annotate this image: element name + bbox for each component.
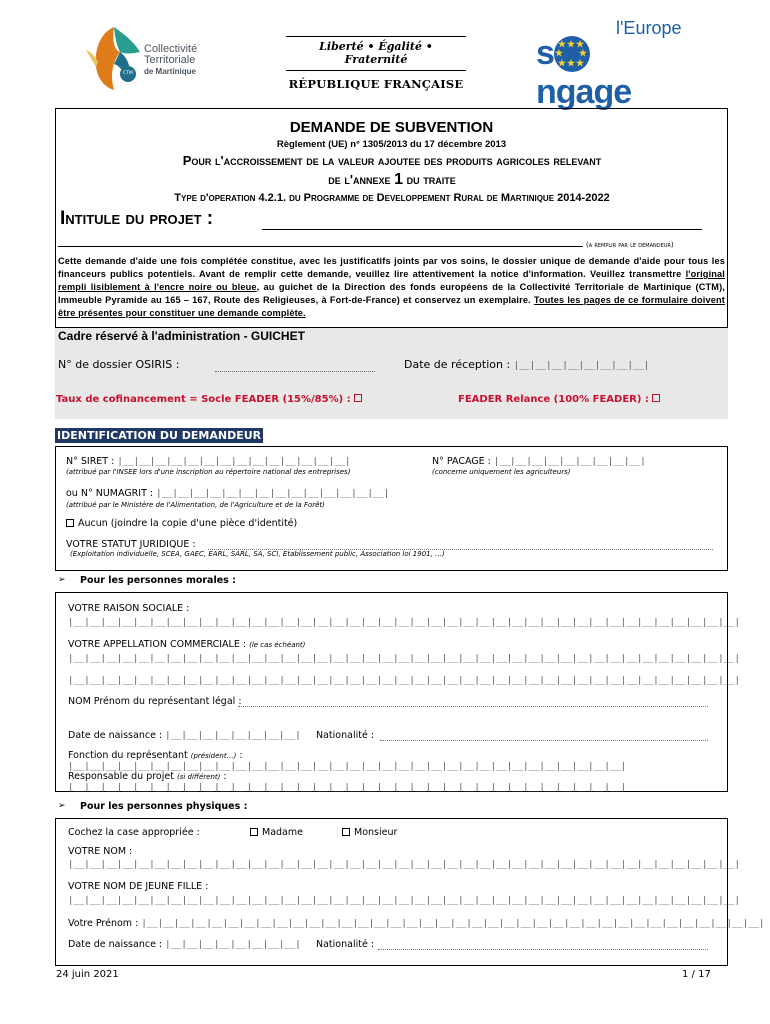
footer-date: 24 juin 2021	[56, 969, 119, 980]
physiques-heading: Pour les personnes physiques :	[80, 801, 248, 812]
naissance-morale-input[interactable]: |__|__|__|__|__|__|__|__|	[165, 731, 301, 741]
intitule-label: Intitule du projet :	[60, 208, 214, 229]
nationalite-physique-input[interactable]	[378, 949, 708, 950]
taux-cofinancement: Taux de cofinancement = Socle FEADER (15%/85%) :	[56, 394, 362, 405]
prenom-field: Votre Prénom : |__|__|__|__|__|__|__|__|__|__|__|__|__|__|__|__|__|__|__|__|__|__|__|__|__|__|__|__|__|__|__|__|__|__|__|__|__|__|	[68, 918, 765, 929]
arrow-bullet-icon-2: ➢	[58, 801, 66, 811]
responsable-input[interactable]: |__|__|__|__|__|__|__|__|__|__|__|__|__|__|__|__|__|__|__|__|__|__|__|__|__|__|__|__|__|__|__|__|__|__|	[68, 783, 627, 793]
siret-input[interactable]: |__|__|__|__|__|__|__|__|__|__|__|__|__|__|	[117, 457, 351, 467]
fonction-field: Fonction du représentant (président…) : |__|__|__|__|__|__|__|__|__|__|__|__|__|__|__|__|__|__|__|__|__|__|__|__|__|__|__|__|__|__|__|__|__|__|	[68, 750, 627, 772]
type-operation: Type d'operation 4.2.1. du Programme de Developpement Rural de Martinique 2014-2022	[174, 192, 610, 204]
subtitle: Pour l'accroissement de la valeur ajoutee des produits agricoles relevant de l'annexe 1 du traite	[182, 153, 602, 188]
representant-label: NOM Prénom du représentant légal :	[68, 696, 242, 707]
siret-field: N° SIRET : |__|__|__|__|__|__|__|__|__|__|__|__|__|__|	[66, 456, 351, 467]
statut-note: (Exploitation individuelle, SCEA, GAEC, EARL, SARL, SA, SCI, Etablissement public, Association loi 1901, …)	[70, 550, 445, 558]
fonction-input[interactable]: |__|__|__|__|__|__|__|__|__|__|__|__|__|__|__|__|__|__|__|__|__|__|__|__|__|__|__|__|__|__|__|__|__|__|	[68, 762, 627, 772]
appellation-input-1[interactable]: |__|__|__|__|__|__|__|__|__|__|__|__|__|__|__|__|__|__|__|__|__|__|__|__|__|__|__|__|__|__|__|__|__|__|__|__|__|__|__|__|__|	[68, 654, 740, 664]
jeune-fille-label: VOTRE NOM DE JEUNE FILLE :	[68, 881, 209, 892]
morales-heading: Pour les personnes morales :	[80, 575, 236, 586]
admin-title: Cadre réservé à l'administration - GUICHET	[58, 329, 305, 343]
jeune-fille-input[interactable]: |__|__|__|__|__|__|__|__|__|__|__|__|__|__|__|__|__|__|__|__|__|__|__|__|__|__|__|__|__|__|__|__|__|__|__|__|__|__|__|__|__|	[68, 896, 740, 906]
appellation-label: VOTRE APPELLATION COMMERCIALE : (le cas échéant)	[68, 639, 306, 650]
feader-relance-checkbox[interactable]	[652, 394, 660, 402]
eu-logo-main: s ★★★ ★★★ ★ ★ ngage	[536, 34, 632, 111]
osiris-label: N° de dossier OSIRIS :	[58, 358, 180, 371]
feader-relance: FEADER Relance (100% FEADER) :	[458, 394, 660, 405]
rf-name: RÉPUBLIQUE FRANÇAISE	[288, 77, 464, 91]
cochez-label: Cochez la case appropriée :	[68, 827, 200, 838]
representant-input[interactable]	[238, 706, 708, 707]
raison-sociale-input[interactable]: |__|__|__|__|__|__|__|__|__|__|__|__|__|__|__|__|__|__|__|__|__|__|__|__|__|__|__|__|__|__|__|__|__|__|__|__|__|__|__|__|__|	[68, 618, 740, 628]
nom-label: VOTRE NOM :	[68, 846, 133, 857]
naissance-morale-field: Date de naissance : |__|__|__|__|__|__|__|__|	[68, 730, 301, 741]
pacage-input[interactable]: |__|__|__|__|__|__|__|__|__|	[493, 457, 646, 467]
prenom-input[interactable]: |__|__|__|__|__|__|__|__|__|__|__|__|__|__|__|__|__|__|__|__|__|__|__|__|__|__|__|__|__|__|__|__|__|__|__|__|__|__|	[141, 919, 765, 929]
naissance-physique-input[interactable]: |__|__|__|__|__|__|__|__|	[165, 940, 301, 950]
notice-text: Cette demande d'aide une fois complétée constitue, avec les justificatifs joints par vos soins, le dossier unique de demande d'aide pour tous les financeurs publics potentiels. Avant de remplir cette demande, veuillez lire attentivement la notice d'information. Veuillez transmettre l'original rempli lisiblement à l'encre noire ou bleue, au guichet de la Direction des fonds européens de la Collectivité Territoriale de Martinique (CTM), Immeuble Pyramide au 165 – 167, Route des Religieuses, à Fort-de-France) et conservez un exemplaire. Toutes les pages de ce formulaire doivent être présentes pour constituer une demande complète.	[58, 256, 726, 318]
numagrit-field: ou N° NUMAGRIT : |__|__|__|__|__|__|__|__|__|__|__|__|__|__|	[66, 488, 390, 499]
madame-checkbox[interactable]	[250, 828, 258, 836]
aucun-option[interactable]: Aucun (joindre la copie d'une pièce d'identité)	[66, 518, 297, 529]
nationalite-physique-label: Nationalité :	[316, 939, 375, 950]
arrow-bullet-icon: ➢	[58, 575, 66, 585]
ctm-logo-text: Collectivité Territoriale de Martinique	[144, 43, 198, 76]
responsable-field: Responsable du projet (si différent) : |__|__|__|__|__|__|__|__|__|__|__|__|__|__|__|__|__|__|__|__|__|__|__|__|__|__|__|__|__|__|__|__|__|__|	[68, 771, 627, 793]
page-title: DEMANDE DE SUBVENTION	[289, 119, 494, 136]
europe-sengage-logo	[536, 18, 684, 111]
appellation-input-2[interactable]: |__|__|__|__|__|__|__|__|__|__|__|__|__|__|__|__|__|__|__|__|__|__|__|__|__|__|__|__|__|__|__|__|__|__|__|__|__|__|__|__|__|	[68, 676, 740, 686]
date-reception: Date de réception : |__|__|__|__|__|__|__|__|	[404, 358, 650, 371]
republique-francaise-logo	[286, 22, 466, 91]
intitule-input-line[interactable]	[262, 229, 702, 230]
pacage-note: (concerne uniquement les agriculteurs)	[432, 468, 571, 476]
nationalite-morale-label: Nationalité :	[316, 730, 375, 741]
monsieur-option[interactable]: Monsieur	[342, 827, 397, 838]
intitule-input-line-2[interactable]	[58, 246, 583, 247]
eu-stars-logo-icon: ★★★ ★★★ ★ ★	[554, 36, 590, 72]
raison-sociale-label: VOTRE RAISON SOCIALE :	[68, 603, 190, 614]
monsieur-checkbox[interactable]	[342, 828, 350, 836]
reglement: Règlement (UE) n° 1305/2013 du 17 décembre 2013	[276, 139, 507, 150]
a-remplir-note: (a remplir par le demandeur)	[586, 241, 674, 249]
ctm-badge: CTM	[120, 66, 136, 82]
numagrit-input[interactable]: |__|__|__|__|__|__|__|__|__|__|__|__|__|__|	[156, 489, 390, 499]
rf-motto: Liberté • Égalité • Fraternité	[319, 40, 433, 66]
hummingbird-logo-icon	[84, 22, 144, 92]
date-reception-input[interactable]: |__|__|__|__|__|__|__|__|	[513, 361, 650, 371]
page-number: 1 / 17	[682, 969, 711, 980]
pacage-field: N° PACAGE : |__|__|__|__|__|__|__|__|__|	[432, 456, 646, 467]
siret-note: (attribué par l'INSEE lors d'une inscription au répertoire national des entreprises)	[66, 468, 351, 476]
taux-checkbox[interactable]	[354, 394, 362, 402]
statut-label: VOTRE STATUT JURIDIQUE :	[66, 539, 196, 550]
section-identification-heading: IDENTIFICATION DU DEMANDEUR	[57, 429, 262, 442]
naissance-physique-field: Date de naissance : |__|__|__|__|__|__|__|__|	[68, 939, 301, 950]
numagrit-note: (attribué par le Ministère de l'Alimentation, de l'Agriculture et de la Forêt)	[66, 501, 325, 509]
ctm-logo	[84, 22, 214, 92]
aucun-checkbox[interactable]	[66, 519, 74, 527]
osiris-input[interactable]	[215, 371, 375, 372]
nom-input[interactable]: |__|__|__|__|__|__|__|__|__|__|__|__|__|__|__|__|__|__|__|__|__|__|__|__|__|__|__|__|__|__|__|__|__|__|__|__|__|__|__|__|__|	[68, 860, 740, 870]
eu-logo-top: l'Europe	[616, 18, 682, 38]
madame-option[interactable]: Madame	[250, 827, 303, 838]
nationalite-morale-input[interactable]	[380, 740, 708, 741]
